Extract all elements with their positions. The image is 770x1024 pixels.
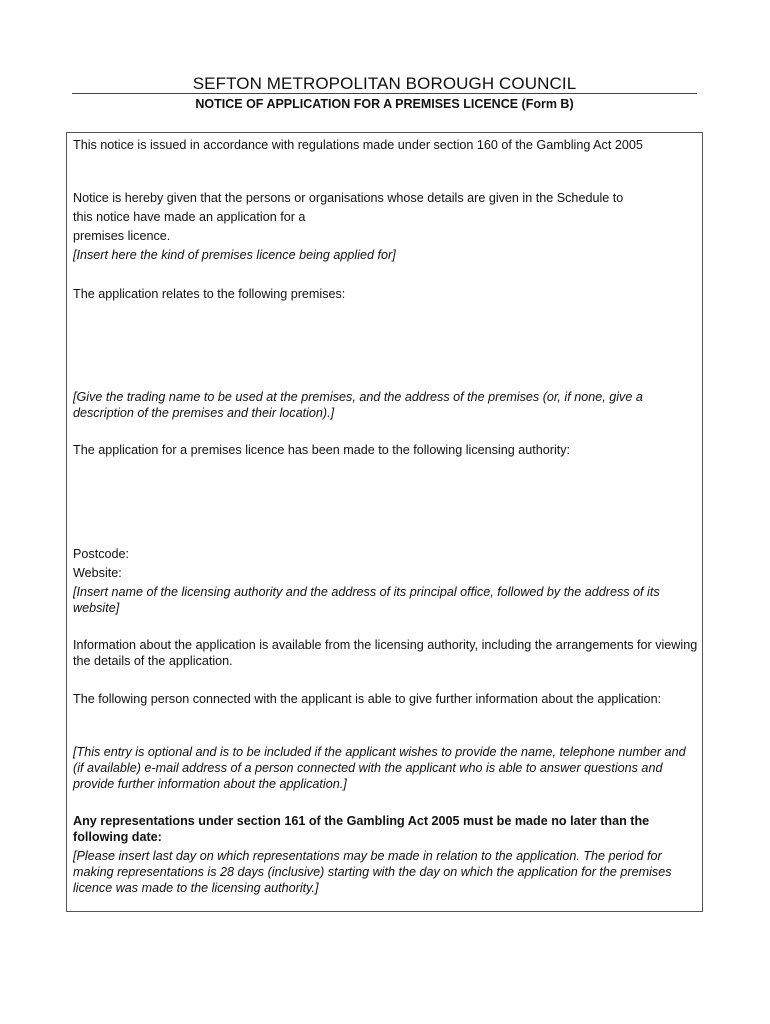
regulations-text: This notice is issued in accordance with regulations made under section 160 of the Gambling Act 2005 bbox=[73, 138, 643, 152]
postcode-label: Postcode: bbox=[73, 547, 130, 561]
contact-label: The following person connected with the applicant is able to give further information about the application: bbox=[73, 692, 662, 706]
information-text: Information about the application is available from the licensing authority, including the arrangements for viewing the details of the application. bbox=[73, 638, 698, 668]
licence-kind-instruction: [Insert here the kind of premises licence being applied for] bbox=[73, 248, 396, 262]
notice-given-line-2: this notice have made an application for a bbox=[73, 210, 306, 224]
representations-deadline: Any representations under section 161 of the Gambling Act 2005 must be made no later than the following date: bbox=[73, 814, 650, 844]
header-rule bbox=[72, 93, 697, 94]
premises-instruction: [Give the trading name to be used at the premises, and the address of the premises (or, if none, give a description of the premises and their location).] bbox=[73, 390, 643, 420]
website-label: Website: bbox=[73, 566, 122, 580]
notice-title: NOTICE OF APPLICATION FOR A PREMISES LICENCE (Form B) bbox=[195, 97, 574, 111]
contact-instruction: [This entry is optional and is to be included if the applicant wishes to provide the name, telephone number and (if available) e-mail address of a person connected with the applicant who is able to answer questions and provide further information about the application.] bbox=[73, 745, 686, 791]
premises-label: The application relates to the following premises: bbox=[73, 287, 346, 301]
notice-given-line-3: premises licence. bbox=[73, 229, 171, 243]
authority-instruction: [Insert name of the licensing authority and the address of its principal office, followed by the address of its website] bbox=[73, 585, 660, 615]
authority-label: The application for a premises licence has been made to the following licensing authority: bbox=[73, 443, 571, 457]
council-name: SEFTON METROPOLITAN BOROUGH COUNCIL bbox=[192, 74, 577, 93]
notice-given-line-1: Notice is hereby given that the persons or organisations whose details are given in the Schedule to bbox=[73, 191, 624, 205]
date-instruction: [Please insert last day on which representations may be made in relation to the application. The period for making representations is 28 days (inclusive) starting with the day on which the application for the premises licence was made to the licensing authority.] bbox=[73, 849, 672, 895]
